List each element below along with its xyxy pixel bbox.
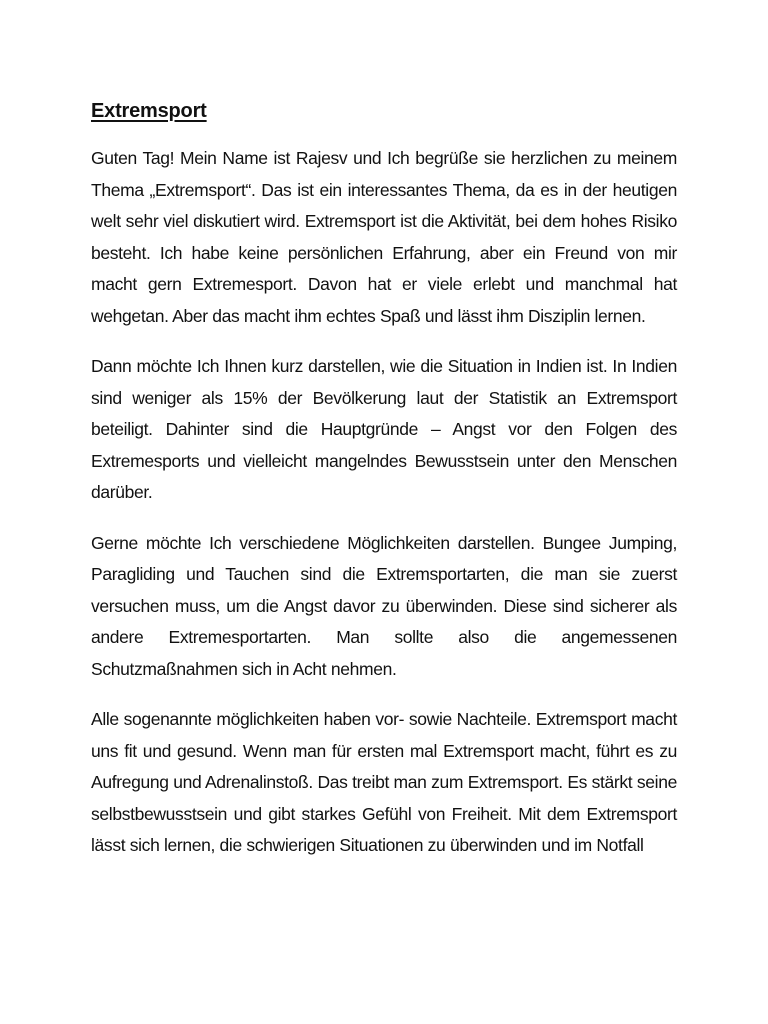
paragraph-situation-india: Dann möchte Ich Ihnen kurz darstellen, wie die Situation in Indien ist. In Indien sind weniger als 15% der Bevölkerung laut der Statistik an Extremsport beteiligt. Dahinter sind die Hauptgründe – Angst vor den Folgen des Extremesports und vielleicht mangelndes Bewusstsein unter den Menschen darüber. (91, 356, 677, 502)
document-body (91, 97, 677, 862)
paragraph-introduction: Guten Tag! Mein Name ist Rajesv und Ich begrüße sie herzlichen zu meinem Thema „Extremsport“. Das ist ein interessantes Thema, da es in der heutigen welt sehr viel diskutiert wird. Extremsport ist die Aktivität, bei dem hohes Risiko besteht. Ich habe keine persönlichen Erfahrung, aber ein Freund von mir macht gern Extremesport. Davon hat er viele erlebt und manchmal hat wehgetan. Aber das macht ihm echtes Spaß und lässt ihm Disziplin lernen. (91, 148, 677, 326)
paragraph-advantages: Alle sogenannte möglichkeiten haben vor- sowie Nachteile. Extremsport macht uns fit und gesund. Wenn man für ersten mal Extremsport macht, führt es zu Aufregung und Adrenalinstoß. Das treibt man zum Extremsport. Es stärkt seine selbstbewusstsein und gibt starkes Gefühl von Freiheit. Mit dem Extremsport lässt sich lernen, die schwierigen Situationen zu überwinden und im Notfall (91, 709, 677, 855)
paragraph-possibilities: Gerne möchte Ich verschiedene Möglichkeiten darstellen. Bungee Jumping, Paragliding und Tauchen sind die Extremsportarten, die man sie zuerst versuchen muss, um die Angst davor zu überwinden. Diese sind sicherer als andere Extremesportarten. Man sollte also die angemessenen Schutzmaßnahmen sich in Acht nehmen. (91, 532, 677, 679)
document-title: Extremsport (91, 100, 207, 122)
